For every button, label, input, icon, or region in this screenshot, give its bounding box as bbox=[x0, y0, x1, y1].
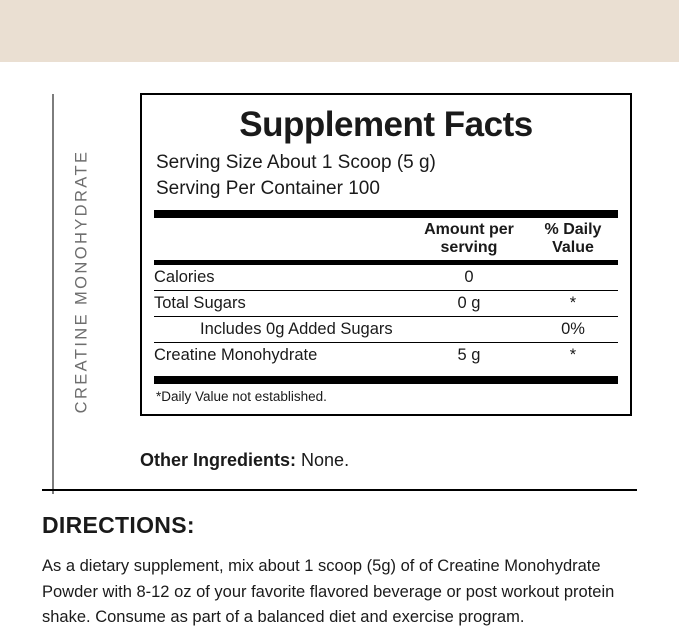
side-label-text: CREATINE MONOHYDRATE bbox=[72, 149, 91, 414]
header-amount-line2: serving bbox=[440, 239, 498, 257]
row-daily-value: 0% bbox=[528, 317, 618, 343]
directions-body: As a dietary supplement, mix about 1 scoop (5g) of of Creatine Monohydrate Powder with 8-12 oz of your favorite flavored beverage or post workout protein shake. Consume as part of a balanced diet and exercise program. bbox=[42, 557, 615, 627]
header-nutrient bbox=[154, 218, 410, 260]
row-name: Calories bbox=[154, 268, 215, 286]
top-color-band bbox=[0, 0, 679, 62]
other-ingredients-value: None. bbox=[301, 450, 350, 470]
table-row bbox=[154, 265, 618, 291]
side-rule-divider bbox=[52, 94, 54, 494]
row-amount: 0 bbox=[464, 268, 474, 286]
table-row bbox=[154, 291, 618, 317]
row-name: Includes 0g Added Sugars bbox=[154, 317, 410, 343]
panel-rule-thick-top bbox=[154, 210, 618, 218]
directions-title: DIRECTIONS: bbox=[42, 512, 195, 538]
row-name: Creatine Monohydrate bbox=[154, 343, 410, 369]
row-name: Total Sugars bbox=[154, 291, 410, 317]
other-ingredients bbox=[140, 450, 349, 471]
header-amount-line1: Amount per bbox=[424, 221, 514, 239]
supplement-facts-title: Supplement Facts bbox=[239, 105, 533, 144]
servings-per-container-text: Serving Per Container 100 bbox=[156, 177, 380, 199]
header-dv-line1: % Daily bbox=[544, 221, 602, 239]
row-amount: 5 g bbox=[410, 343, 528, 369]
row-daily-value bbox=[528, 265, 618, 291]
row-daily-value: * bbox=[528, 343, 618, 369]
header-amount-per-serving bbox=[410, 218, 528, 260]
other-ingredients-label: Other Ingredients: bbox=[140, 450, 297, 470]
table-row bbox=[154, 317, 618, 343]
supplement-facts-table bbox=[154, 218, 618, 260]
supplement-facts-rows bbox=[154, 265, 618, 368]
row-amount: 0 g bbox=[410, 291, 528, 317]
serving-size-text: Serving Size About 1 Scoop (5 g) bbox=[156, 151, 436, 173]
row-daily-value: * bbox=[528, 291, 618, 317]
section-divider bbox=[42, 489, 637, 491]
panel-rule-thick-bottom bbox=[154, 376, 618, 384]
product-side-label bbox=[42, 94, 91, 494]
header-dv-line2: Value bbox=[552, 239, 594, 257]
daily-value-footnote: *Daily Value not established. bbox=[156, 389, 327, 404]
row-amount bbox=[410, 317, 528, 343]
table-header-row bbox=[154, 218, 618, 260]
supplement-facts-panel bbox=[140, 93, 632, 416]
header-daily-value bbox=[528, 218, 618, 260]
table-row bbox=[154, 343, 618, 369]
